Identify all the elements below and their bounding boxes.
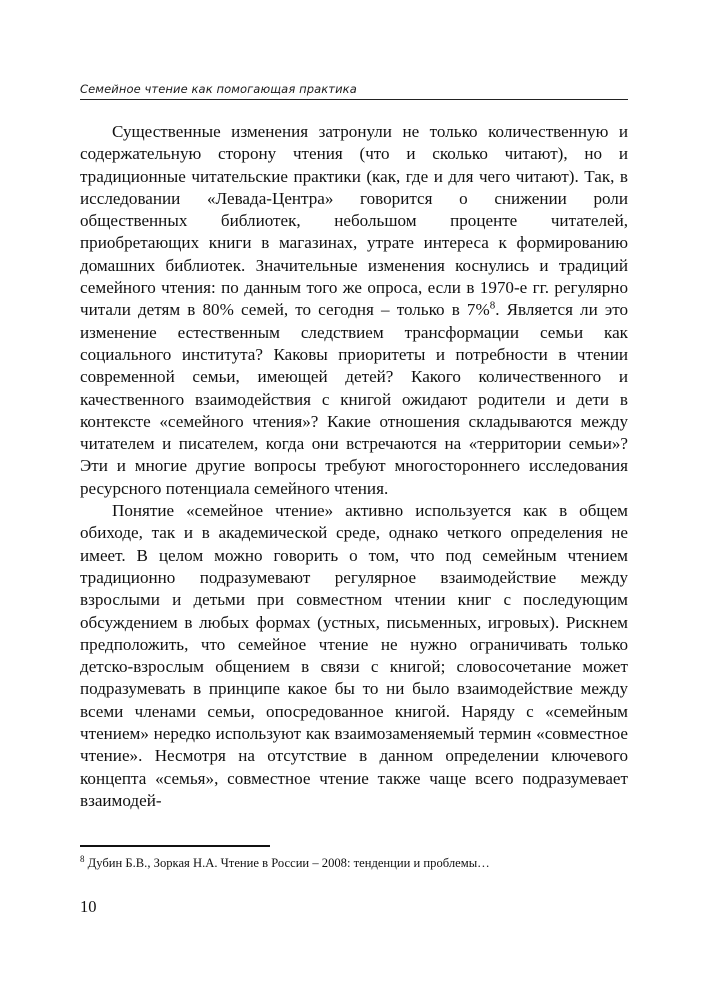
footnote-area: [80, 845, 628, 871]
paragraph-2: Понятие «семейное чтение» активно используется как в общем обиходе, так и в академической среде, однако четкого определения не имеет. В целом можно говорить о том, что под семейным чтением традиционно подразумевают регулярное взаимодействие между взрослыми и детьми при совместном чтении книг с последующим обсуждением в любых формах (устных, письменных, игровых). Рискнем предположить, что семейное чтение не нужно ограничивать только детско-взрослым общением в связи с книгой; словосочетание может подразумевать в принципе какое бы то ни было взаимодействие между всеми членами семьи, опосредованное книгой. Наряду с «семейным чтением» нередко используют как взаимозаменяемый термин «совместное чтение». Несмотря на отсутствие в данном определении ключевого концепта «семья», совместное чтение также чаще всего подразумевает взаимодей-: [80, 501, 628, 810]
footnote-reference-8[interactable]: 8: [489, 299, 496, 312]
footnote-marker-8: 8: [80, 853, 85, 864]
body-text: [80, 121, 628, 812]
footnote-entry: [80, 855, 628, 871]
running-head-rule: [80, 99, 628, 100]
paragraph-1-text-after-ref: . Является ли это изменение естественным следствием трансформации семьи как социального института? Каковы приоритеты и потребности в чтении современной семьи, имеющей детей? Какого количественного и качественного взаимодействия с книгой ожидают родители и дети в контексте «семейного чтения»? Какие отношения складываются между читателем и писателем, когда они встречаются на «территории семьи»? Эти и многие другие вопросы требуют многостороннего исследования ресурсного потенциала семейного чтения.: [80, 300, 628, 498]
paragraph-1-text-before-ref: Существенные изменения затронули не только количественную и содержательную сторону чтения (что и сколько читают), но и традиционные читательские практики (как, где и для чего читают). Так, в исследовании «Левада-Центра» говорится о снижении роли общественных библиотек, небольшом проценте читателей, приобретающих книги в магазинах, утрате интереса к формированию домашних библиотек. Значительные изменения коснулись и традиций семейного чтения: по данным того же опроса, если в 1970-е гг. регулярно читали детям в 80% семей, то сегодня – только в 7%: [80, 122, 628, 320]
page-content-column: [80, 0, 628, 1000]
paragraph-1: [80, 121, 628, 500]
page-number: 10: [80, 897, 97, 916]
footnote-citation-text: Дубин Б.В., Зоркая Н.А. Чтение в России – 2008: тенденции и проблемы…: [84, 856, 490, 870]
running-head: [80, 82, 628, 100]
running-head-title: Семейное чтение как помогающая практика: [80, 82, 357, 96]
footnote-separator-rule: [80, 845, 270, 847]
